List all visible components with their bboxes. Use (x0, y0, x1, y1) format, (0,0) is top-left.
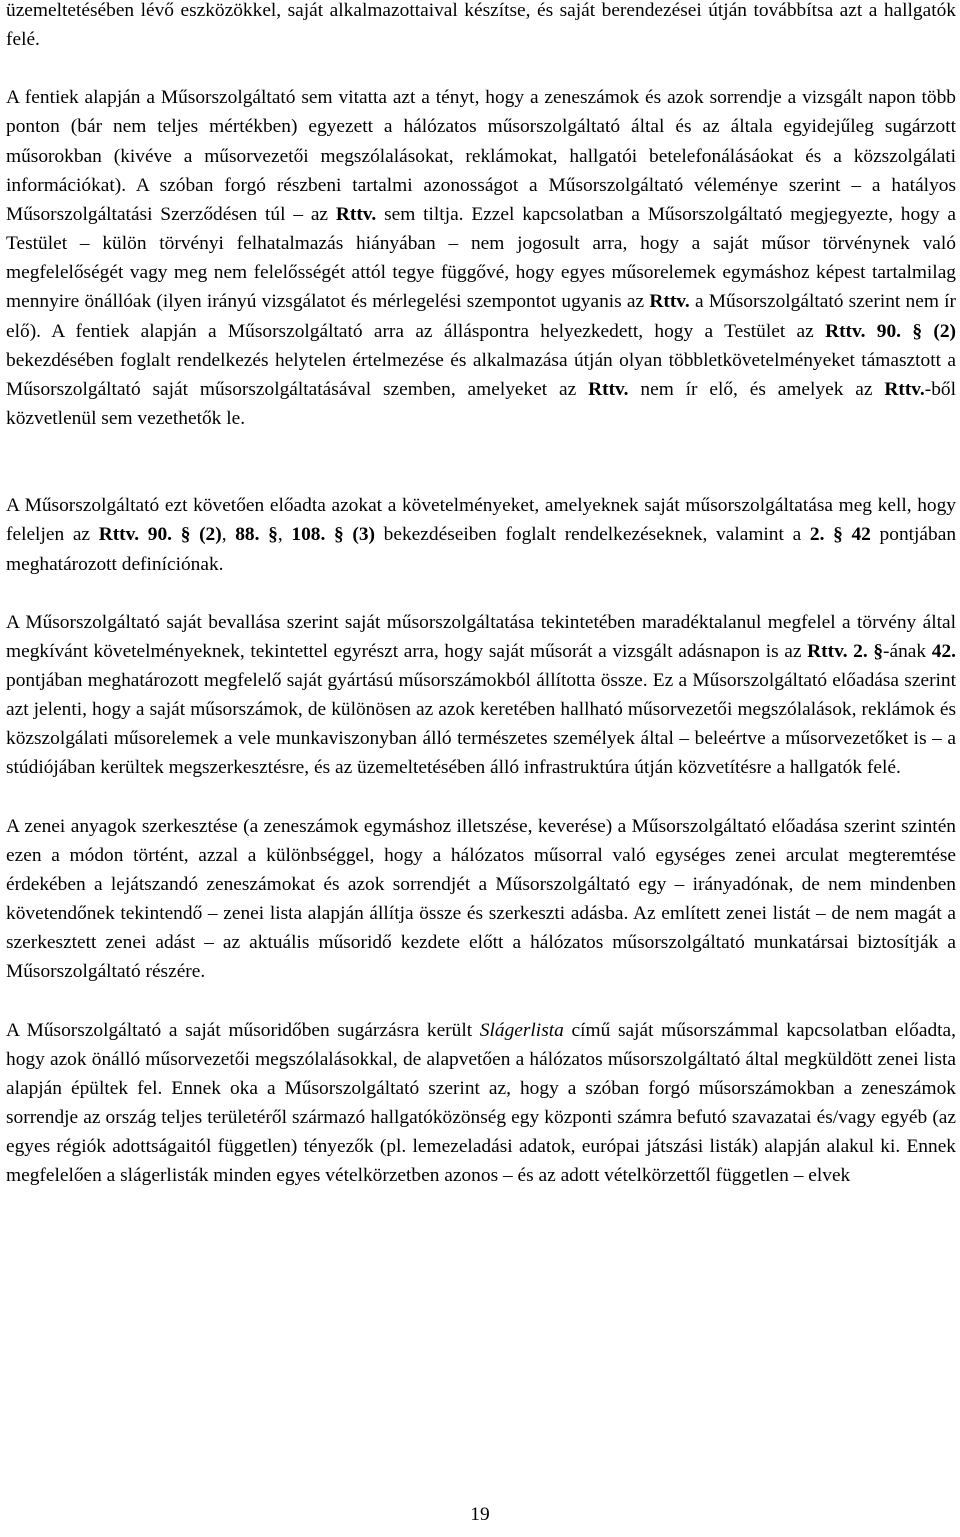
text-run: , (221, 524, 236, 546)
text-run: sem tiltja. Ezzel kapcsolatban a Műsorszolgáltató megjegyezte, hogy a Testület – külön törvényi felhatalmazás hiányában – nem jogosult arra, hogy a saját műsor törvénynek való megfelelőségét vagy meg nem felelősségét attól tegye függővé, hogy egyes műsorelemek egymáshoz képest tartalmilag mennyire önállóak (ilyen irányú vizsgálatot és mérlegelési szempontot ugyanis az (6, 203, 956, 313)
paragraph (6, 812, 956, 987)
text-run: A Műsorszolgáltató a saját műsoridőben sugárzásra került (6, 1019, 480, 1041)
bold-text: Rttv. (649, 291, 690, 313)
bold-text: Rttv. (884, 378, 925, 400)
text-run: A zenei anyagok szerkesztése (a zeneszámok egymáshoz illetszése, keverése) a Műsorszolgáltató előadása szerint szintén ezen a módon történt, azzal a különbséggel, hogy a hálózatos műsorral való egységes zenei arculat megteremtése érdekében a lejátszandó zeneszámokat és azok sorrendjét a Műsorszolgáltató egy – irányadónak, de nem mindenben követendőnek tekintendő – zenei lista alapján állítja össze és szerkeszti adásba. Az említett zenei listát – de nem magát a szerkesztett zenei adást – az aktuális műsoridő kezdete előtt a hálózatos műsorszolgáltató munkatársai biztosítják a Műsorszolgáltató részére. (6, 815, 956, 983)
text-run: A fentiek alapján a Műsorszolgáltató sem vitatta azt a tényt, hogy a zeneszámok és azok sorrendje a vizsgált napon több ponton (bár nem teljes mértékben) egyezett a hálózatos műsorszolgáltató által és az általa egyidejűleg sugárzott műsorokban (kivéve a műsorvezetői megszólalásokat, reklámokat, hallgatói betelefonálásáokat és a közszolgálati információkat). A szóban forgó részbeni tartalmi azonosságot a Műsorszolgáltató véleménye szerint – a hatályos Műsorszolgáltatási Szerződésen túl – az (6, 87, 956, 225)
paragraph (6, 1016, 956, 1191)
bold-text: Rttv. 90. § (2) (98, 524, 222, 546)
document-body (6, 0, 956, 1190)
bold-text: 108. § (3) (291, 524, 375, 546)
page-number: 19 (470, 1504, 490, 1525)
text-run: a Műsorszolgáltató szerint nem ír elő). A fentiek alapján a Műsorszolgáltató arra az álláspontra helyezkedett, hogy a Testület az (6, 291, 956, 342)
text-run: , (277, 524, 292, 546)
text-run: pontjában meghatározott megfelelő saját gyártású műsorszámokból állította össze. Ez a Műsorszolgáltató előadása szerint azt jelenti, hogy a saját műsorszámok, de különösen az azok keretében hallható műsorvezetői megszólalások, reklámok és közszolgálati műsorelemek a vele munkaviszonyban álló természetes személyek által – beleértve a műsorvezetőket is – a stúdiójában kerültek megszerkesztésre, és az üzemeltetésében álló infrastruktúra útján közvetítésre a hallgatók felé. (6, 669, 956, 779)
paragraph (6, 0, 956, 54)
bold-text: 88. § (235, 524, 278, 546)
italic-text: Slágerlista (479, 1019, 564, 1041)
bold-text: Rttv. 90. § (2) (825, 320, 956, 342)
text-run: című saját műsorszámmal kapcsolatban előadta, hogy azok önálló műsorvezetői megszólalásokkal, de alapvetően a hálózatos műsorszolgáltató által megküldött zenei lista alapján épültek fel. Ennek oka a Műsorszolgáltató szerint az, hogy a szóban forgó műsorszámokban a zeneszámok sorrendje az ország teljes területéről származó hallgatóközönség egy központi számra befutó szavazatai és/vagy egyéb (az egyes régiók adottságaitól független) tényezők (pl. lemezeladási adatok, európai játszási listák) alapján alakul ki. Ennek megfelelően a slágerlisták minden egyes vételkörzetben azonos – és az adott vételkörzettől független – elvek (6, 1019, 956, 1187)
paragraph (6, 491, 956, 578)
text-run: A Műsorszolgáltató ezt követően előadta azokat a követelményeket, amelyeknek saját műsorszolgáltatása meg kell, hogy feleljen az (6, 495, 956, 546)
paragraph (6, 83, 956, 433)
bold-text: 42. (931, 640, 956, 662)
text-run: pontjában meghatározott definíciónak. (6, 524, 957, 575)
bold-text: 2. § 42 (809, 524, 871, 546)
text-run: A Műsorszolgáltató saját bevallása szerint saját műsorszolgáltatása tekintetében maradéktalanul megfelel a törvény által megkívánt követelményeknek, tekintettel egyrészt arra, hogy saját műsorát a vizsgált adásnapon is az (6, 611, 956, 662)
text-run: -ből közvetlenül sem vezethetők le. (6, 378, 957, 430)
text-run: nem ír elő, és amelyek az (628, 378, 885, 400)
text-run: üzemeltetésében lévő eszközökkel, saját alkalmazottaival készítse, és saját berendezései útján továbbítsa azt a hallgatók felé. (6, 0, 956, 51)
text-run: bekezdésében foglalt rendelkezés helytelen értelmezése és alkalmazása útján olyan többletkövetelményeket támasztott a Műsorszolgáltató saját műsorszolgáltatásával szemben, amelyeket az (6, 349, 956, 400)
bold-text: Rttv. (588, 378, 629, 400)
bold-text: Rttv. 2. § (807, 640, 884, 662)
paragraph (6, 608, 956, 783)
bold-text: Rttv. (335, 203, 377, 225)
text-run: bekezdéseiben foglalt rendelkezéseknek, valamint a (375, 524, 810, 546)
text-run: -ának (883, 640, 932, 662)
